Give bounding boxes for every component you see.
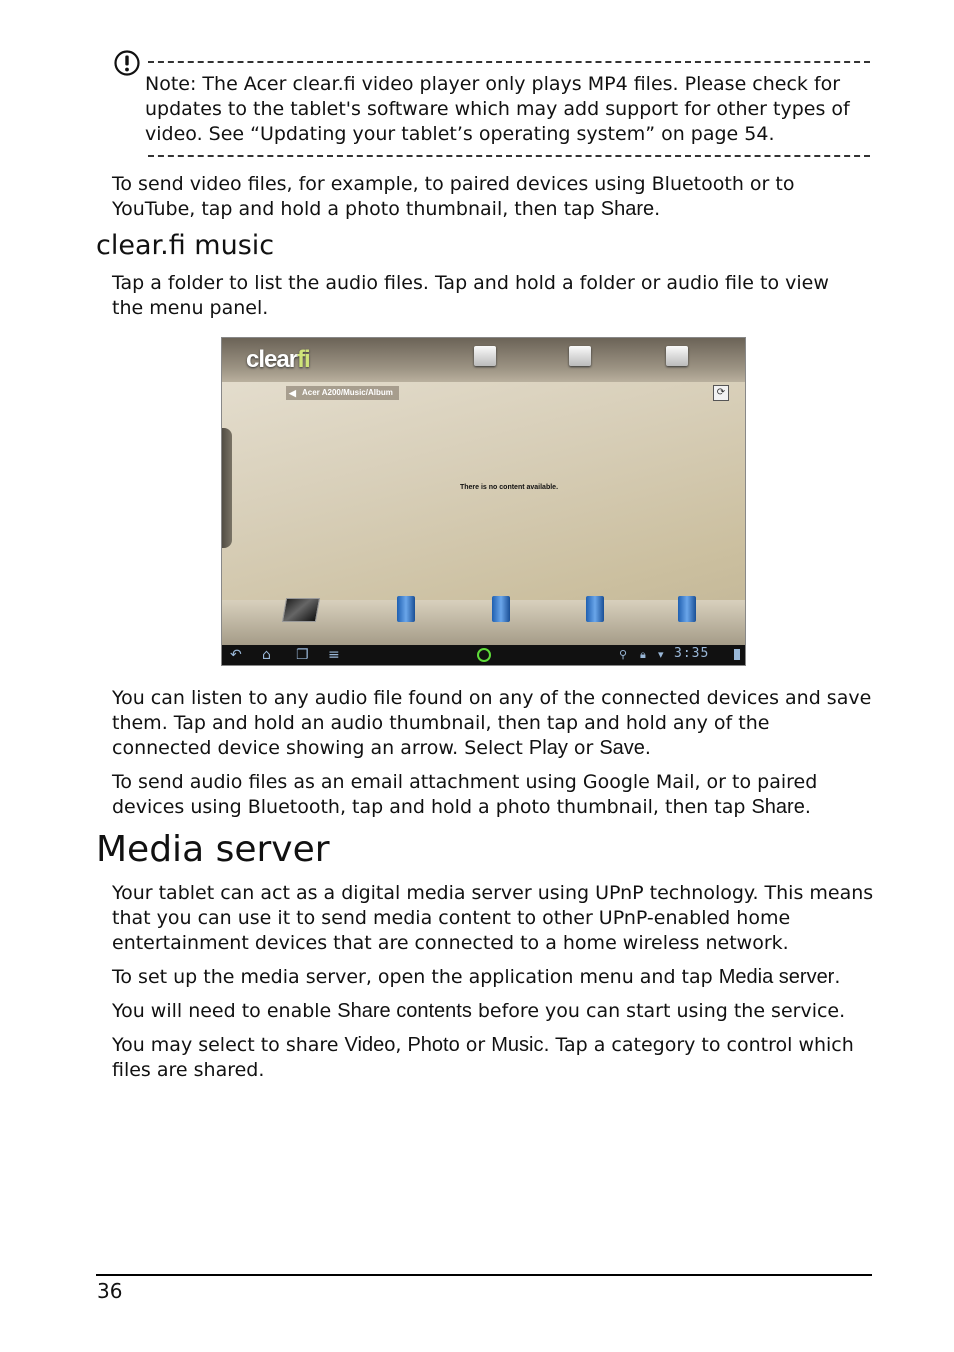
section-heading-music: clear.fi music [96, 230, 275, 261]
server-device-icon[interactable] [678, 596, 696, 622]
recent-apps-icon[interactable]: ❐ [296, 647, 309, 663]
battery-icon [734, 649, 740, 660]
ui-term: Media server [718, 966, 835, 988]
note-top-border [148, 61, 870, 63]
text-line: You may select to share Video, Photo or Music. Tap a category to control which [112, 1034, 854, 1056]
note-line: Note: The Acer clear.fi video player only plays MP4 files. Please check for [145, 73, 841, 95]
page-number: 36 [97, 1279, 123, 1303]
paragraph-media-setup [112, 965, 840, 990]
usb-icon: ⚲ [619, 648, 628, 661]
section-heading-media-server: Media server [96, 829, 330, 870]
back-arrow-icon: ◀ [289, 388, 296, 398]
text-line: devices using Bluetooth, tap and hold a photo thumbnail, then tap Share. [112, 796, 811, 818]
text-line: Tap a folder to list the audio files. Tap and hold a folder or audio file to view [112, 272, 829, 294]
text-line: YouTube, tap and hold a photo thumbnail, then tap Share. [112, 198, 661, 220]
server-device-icon[interactable] [492, 596, 510, 622]
text-line: entertainment devices that are connected to a home wireless network. [112, 932, 789, 954]
text-line: files are shared. [112, 1059, 265, 1081]
refresh-icon[interactable]: ⟳ [713, 385, 729, 401]
lock-icon: 🔒︎ [640, 648, 646, 661]
breadcrumb[interactable] [286, 386, 399, 400]
server-device-icon[interactable] [586, 596, 604, 622]
text-line: Your tablet can act as a digital media server using UPnP technology. This means [112, 882, 874, 904]
home-icon[interactable]: ⌂ [262, 647, 271, 663]
ui-term: Share [600, 198, 655, 220]
photo-category-icon[interactable] [474, 346, 496, 366]
app-launcher-icon[interactable] [477, 648, 491, 662]
text-line: To send video files, for example, to paired devices using Bluetooth or to [112, 173, 795, 195]
ui-term: Video [344, 1034, 396, 1056]
music-category-icon[interactable] [666, 346, 688, 366]
paragraph-listen [112, 686, 871, 761]
text-line: connected device showing an arrow. Select Play or Save. [112, 737, 651, 759]
text-line: the menu panel. [112, 297, 269, 319]
text-line: that you can use it to send media content to other UPnP-enabled home [112, 907, 791, 929]
paragraph-send-audio [112, 770, 817, 820]
tablet-device-icon[interactable] [282, 598, 320, 622]
paragraph-music [112, 271, 829, 321]
menu-icon[interactable]: ≡ [328, 647, 340, 663]
ui-term: Share [751, 796, 805, 818]
paragraph-media-share [112, 1033, 854, 1083]
paragraph-send-video [112, 172, 794, 222]
note-line: updates to the tablet's software which may add support for other types of [145, 98, 850, 120]
footer-rule [96, 1274, 872, 1276]
server-device-icon[interactable] [397, 596, 415, 622]
clearfi-logo [246, 346, 310, 374]
wifi-icon: ▾ [658, 648, 664, 661]
empty-state-message: There is no content available. [459, 484, 559, 491]
ui-term: Music [491, 1034, 544, 1056]
text-line: You can listen to any audio file found on any of the connected devices and save [112, 687, 872, 709]
ui-term: Photo [407, 1034, 460, 1056]
paragraph-media-enable [112, 999, 845, 1024]
note-text [145, 72, 850, 147]
ui-term: Save [599, 737, 645, 759]
ui-term: Play [528, 737, 568, 759]
text-line: You will need to enable Share contents before you can start using the service. [112, 1000, 846, 1022]
ui-term: Share contents [337, 1000, 472, 1022]
breadcrumb-label: Acer A200/Music/Album [302, 388, 393, 397]
text-line: To set up the media server, open the application menu and tap Media server. [112, 966, 841, 988]
paragraph-media-intro [112, 881, 873, 956]
system-navbar [222, 645, 745, 665]
warning-icon [114, 50, 140, 76]
logo-text: clear [246, 346, 298, 373]
logo-text: fi [297, 346, 310, 373]
text-line: them. Tap and hold an audio thumbnail, then tap and hold any of the [112, 712, 770, 734]
note-line: video. See “Updating your tablet’s operating system” on page 54. [145, 123, 775, 145]
note-bottom-border [148, 155, 870, 157]
status-clock: 3:35 [674, 646, 710, 661]
video-category-icon[interactable] [569, 346, 591, 366]
clearfi-screenshot [221, 337, 746, 666]
back-icon[interactable]: ↶ [230, 647, 242, 663]
text-line: To send audio files as an email attachment using Google Mail, or to paired [112, 771, 818, 793]
